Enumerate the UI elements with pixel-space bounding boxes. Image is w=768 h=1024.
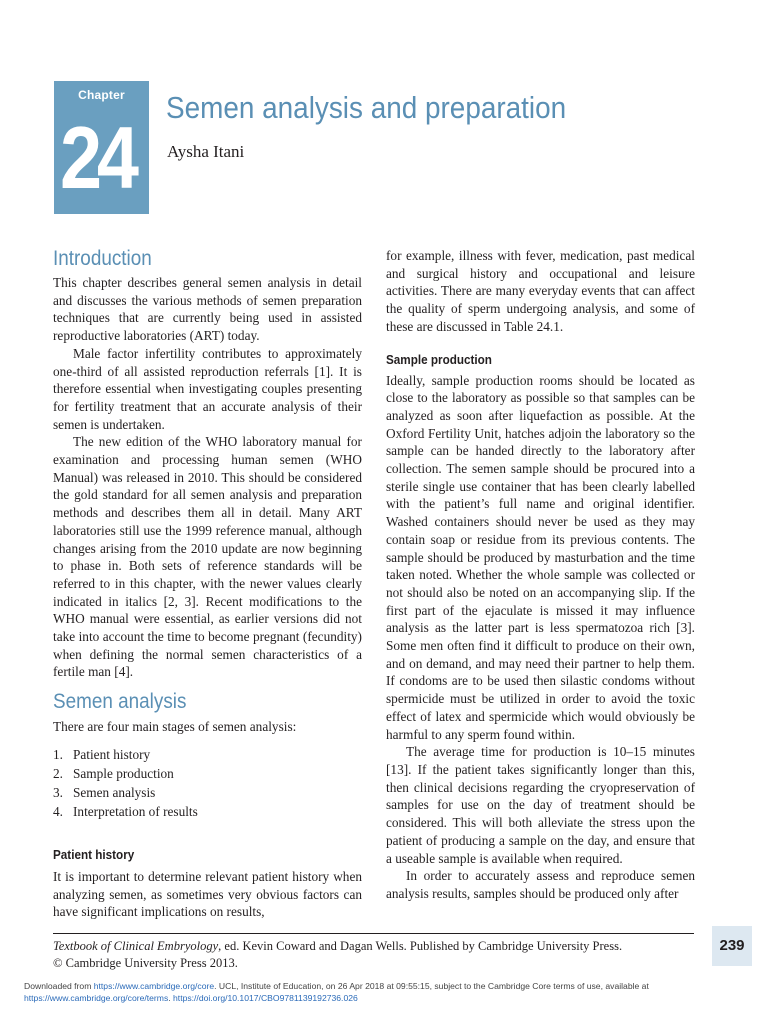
right-column: [386, 247, 695, 903]
chapter-badge: [54, 81, 149, 214]
list-item-number: 4.: [53, 803, 63, 819]
terms-link[interactable]: https://www.cambridge.org/core/terms: [24, 993, 169, 1003]
book-title: Textbook of Clinical Embryology: [53, 939, 219, 953]
patient-history-heading: Patient history: [53, 846, 135, 862]
continuation-paragraph: for example, illness with fever, medication, past medical and surgical history and occupational and leisure activities. There are many everyday events that can affect the quality of sperm undergoing analysis, and some of these are discussed in Table 24.1.: [386, 248, 695, 334]
sample-production-paragraph: Ideally, sample production rooms should be located as close to the laboratory as possible so that samples can be analyzed as soon after liquefaction as possible. At the Oxford Fertility Unit, hatches adjoin the laboratory so the sample can be handed directly to the laboratory after collection. The semen sample should be procured into a sterile single use container that has been clearly labelled with the patient’s full name and original identifier. Washed containers should never be used as they may contain soap or residue from its previous contents. The sample should be produced by masturbation and the time taken noted. Whether the whole sample was collected or not should also be noted on an accompanying slip. If the first part of the ejaculate is missed it may influence analysis as the latter part is less spermatozoa rich [3]. Some men often find it difficult to produce on their own, and on demand, and may need their partner to help them. If condoms are to be used then silastic condoms without spermicide must be utilized in order to avoid the toxic effect of latex and spermicide which would obviously be harmful to any sperm found within.: [386, 372, 695, 742]
citation-text: , ed. Kevin Coward and Dagan Wells. Published by Cambridge University Press.: [218, 939, 623, 953]
download-prefix: Downloaded from: [24, 981, 94, 991]
sample-production-paragraph: The average time for production is 10–15 minutes [13]. If the patient takes significantly longer than this, then clinical decisions regarding the cryopreservation of samples for use on the day of treatment should be considered. This will both alleviate the stress upon the patient of producing a sample on the day, and ensure that a useable sample is available when required.: [386, 744, 695, 866]
list-item: [53, 745, 362, 764]
stages-list: [53, 745, 362, 821]
list-item-text: Patient history: [73, 746, 151, 762]
page-number: 239: [712, 926, 752, 966]
list-item-number: 3.: [53, 784, 63, 800]
download-details: . UCL, Institute of Education, on 26 Apr 2018 at 09:55:15, subject to the Cambridge Core terms of use, available at: [214, 981, 649, 991]
list-item: [53, 783, 362, 802]
intro-paragraph: This chapter describes general semen analysis in detail and discusses the various methods of semen preparation techniques that are currently being used in assisted reproductive laboratories (ART) today.: [53, 275, 362, 344]
copyright-line: © Cambridge University Press 2013.: [53, 956, 238, 970]
stages-intro: There are four main stages of semen analysis:: [53, 719, 297, 735]
left-column: [53, 246, 362, 921]
core-link[interactable]: https://www.cambridge.org/core: [93, 981, 215, 991]
introduction-heading: Introduction: [53, 247, 152, 270]
doi-link[interactable]: https://doi.org/10.1017/CBO9781139192736.026: [173, 993, 358, 1003]
list-item-text: Sample production: [73, 765, 174, 781]
intro-paragraph: The new edition of the WHO laboratory manual for examination and processing human semen (WHO Manual) was released in 2010. This should be considered the gold standard for all semen analysis and preparation methods and describes them all in detail. Many ART laboratories still use the 1999 reference manual, although changes arising from the 2010 update are now beginning to phase in. Both sets of reference standards will be referred to in this chapter, with the newer values clearly indicated in italics [2, 3]. Recent modifications to the WHO manual were essential, as earlier versions did not take into account the time to become pregnant (fecundity) when defining the normal semen characteristics of a fertile man [4].: [53, 434, 362, 680]
sample-production-paragraph: In order to accurately assess and reproduce semen analysis results, samples should be produced only after: [386, 868, 695, 901]
sample-production-heading: Sample production: [386, 351, 492, 367]
list-item-text: Interpretation of results: [73, 803, 198, 819]
chapter-number: 24: [60, 108, 134, 207]
author-name: Aysha Itani: [167, 142, 245, 161]
list-item: [53, 764, 362, 783]
footer-citation: [53, 938, 693, 972]
chapter-label: Chapter: [78, 88, 125, 102]
list-item: [53, 802, 362, 821]
chapter-title: Semen analysis and preparation: [166, 90, 567, 125]
download-notice: [24, 980, 744, 1004]
patient-history-paragraph: It is important to determine relevant patient history when analyzing semen, as sometimes very obvious factors can have significant implications on results,: [53, 868, 362, 920]
semen-analysis-heading: Semen analysis: [53, 690, 187, 714]
link-separator: .: [168, 993, 174, 1003]
list-item-number: 1.: [53, 746, 63, 762]
intro-paragraph: Male factor infertility contributes to approximately one-third of all assisted reproduction referrals [1]. It is therefore essential when investigating couples presenting for fertility treatment that an accurate analysis of their semen is undertaken.: [53, 345, 362, 432]
footer-divider: [53, 933, 694, 934]
list-item-number: 2.: [53, 765, 63, 781]
list-item-text: Semen analysis: [73, 784, 156, 800]
